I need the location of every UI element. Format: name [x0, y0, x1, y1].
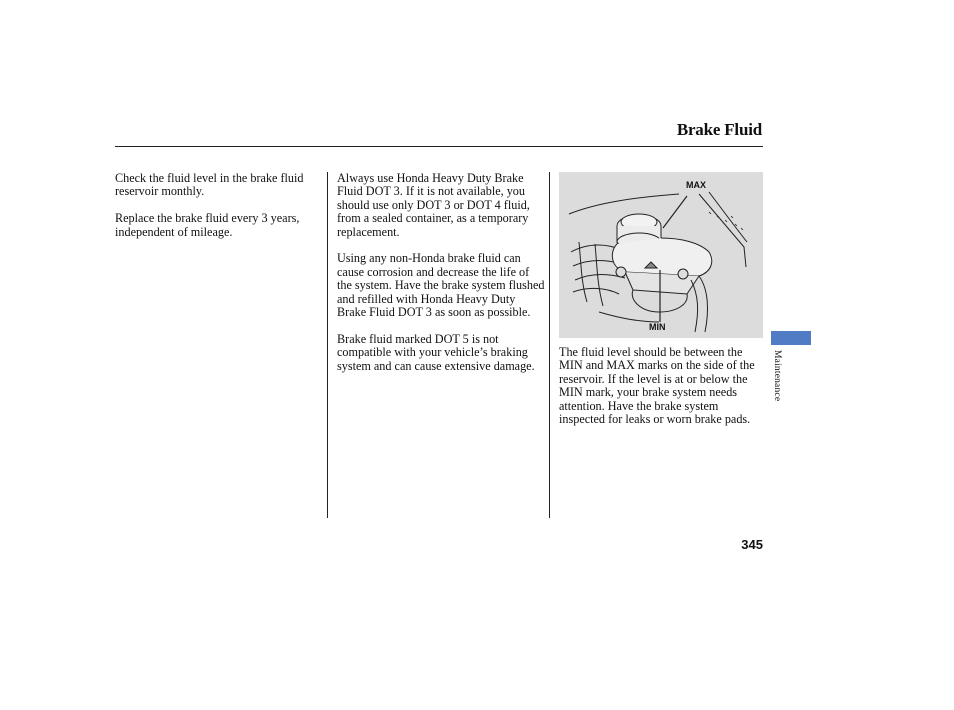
page-number: 345 — [741, 537, 763, 552]
column-1 — [115, 172, 325, 252]
column-divider — [327, 172, 328, 518]
section-label — [770, 350, 784, 420]
paragraph: Brake fluid marked DOT 5 is not compatible with your vehicle’s braking system and can cause extensive damage. — [337, 331, 535, 373]
paragraph: Using any non-Honda brake fluid can cause corrosion and decrease the life of the system. Have the brake system flushed and refilled with Honda Heavy Duty Brake Fluid DOT 3 as soon as possible. — [337, 251, 545, 320]
page-title: Brake Fluid — [676, 120, 762, 139]
column-divider — [549, 172, 550, 518]
paragraph: Replace the brake fluid every 3 years, independent of mileage. — [115, 211, 300, 239]
column-3 — [559, 346, 765, 440]
header-rule — [115, 146, 763, 147]
brake-reservoir-illustration — [559, 172, 763, 338]
reservoir-drawing — [559, 172, 763, 338]
paragraph: The fluid level should be between the MIN and MAX marks on the side of the reservoir. If the level is at or below the MIN mark, your brake system needs attention. Have the brake system inspected for leaks or worn brake pads. — [559, 345, 755, 427]
section-label-text: Maintenance — [772, 350, 782, 402]
section-tab — [771, 331, 811, 345]
min-label: MIN — [649, 322, 666, 332]
max-label: MAX — [686, 180, 706, 190]
paragraph: Check the fluid level in the brake fluid reservoir monthly. — [115, 171, 304, 199]
column-2 — [337, 172, 545, 386]
paragraph: Always use Honda Heavy Duty Brake Fluid DOT 3. If it is not available, you should use only DOT 3 or DOT 4 fluid, from a sealed container, as a temporary replacement. — [337, 171, 530, 239]
